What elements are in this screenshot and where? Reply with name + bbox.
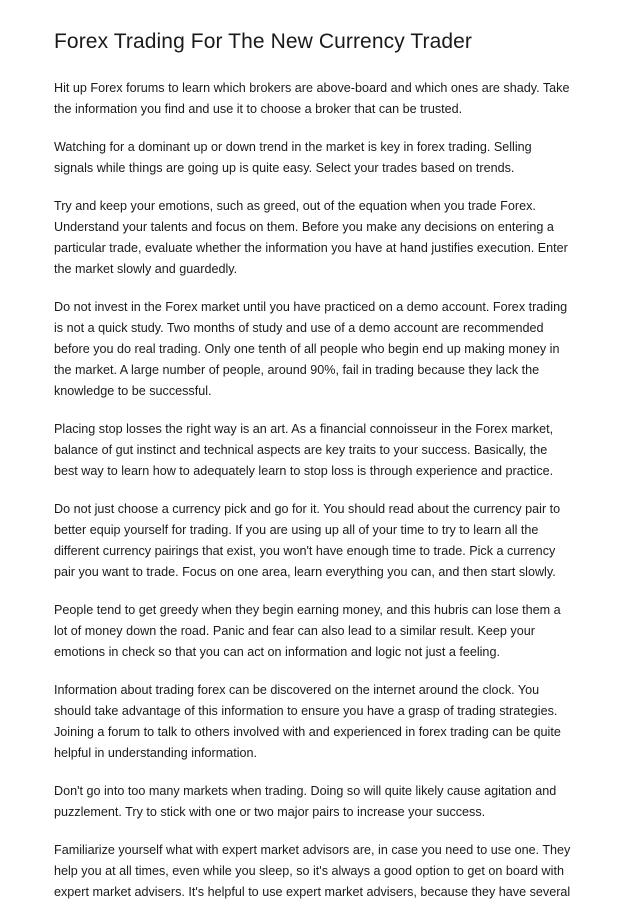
paragraph-greed: People tend to get greedy when they begin earning money, and this hubris can lose them a lot of money down the road. Panic and fear can also lead to a similar result. Keep your emotions in check so that you can act on information and logic not just a feeling. xyxy=(54,603,561,659)
paragraph-currency-pair: Do not just choose a currency pick and go for it. You should read about the currency pair to better equip yourself for trading. If you are using up all of your time to try to learn all the different currency pairings that exist, you won't have enough time to trade. Pick a currency pair you want to trade. Focus on one area, learn everything you can, and then start slowly. xyxy=(54,502,561,579)
paragraph-markets: Don't go into too many markets when trading. Doing so will quite likely cause agitation and puzzlement. Try to stick with one or two major pairs to increase your success. xyxy=(54,784,557,819)
document-title: Forex Trading For The New Currency Trader xyxy=(54,30,473,53)
paragraph-stop-losses: Placing stop losses the right way is an art. As a financial connoisseur in the Forex market, balance of gut instinct and technical aspects are key traits to your success. Basically, the best way to learn how to adequately learn to stop loss is through experience and practice. xyxy=(54,422,554,478)
paragraph-brokers: Hit up Forex forums to learn which brokers are above-board and which ones are shady. Take the information you find and use it to choose a broker that can be trusted. xyxy=(54,81,570,116)
document-page xyxy=(54,28,586,920)
paragraph-information: Information about trading forex can be discovered on the internet around the clock. You should take advantage of this information to ensure you have a grasp of trading strategies. Joining a forum to talk to others involved with and experienced in forex trading can be quite helpful in understanding information. xyxy=(54,683,561,760)
paragraph-trends: Watching for a dominant up or down trend in the market is key in forex trading. Selling signals while things are going up is quite easy. Select your trades based on trends. xyxy=(54,140,532,175)
paragraph-emotions: Try and keep your emotions, such as greed, out of the equation when you trade Forex. Understand your talents and focus on them. Before you make any decisions on entering a particular trade, evaluate whether the information you have at hand justifies execution. Enter the market slowly and guardedly. xyxy=(54,199,568,276)
paragraph-demo-account: Do not invest in the Forex market until you have practiced on a demo account. Forex trading is not a quick study. Two months of study and use of a demo account are recommended before you do real trading. Only one tenth of all people who begin end up making money in the market. A large number of people, around 90%, fail in trading because they lack the knowledge to be successful. xyxy=(54,300,568,398)
paragraph-expert-advisors: Familiarize yourself what with expert market advisors are, in case you need to use one. They help you at all times, even while you sleep, so it's always a good option to get on board with expert market advisers. It's helpful to use expert market advisers, because they have several xyxy=(54,843,571,899)
